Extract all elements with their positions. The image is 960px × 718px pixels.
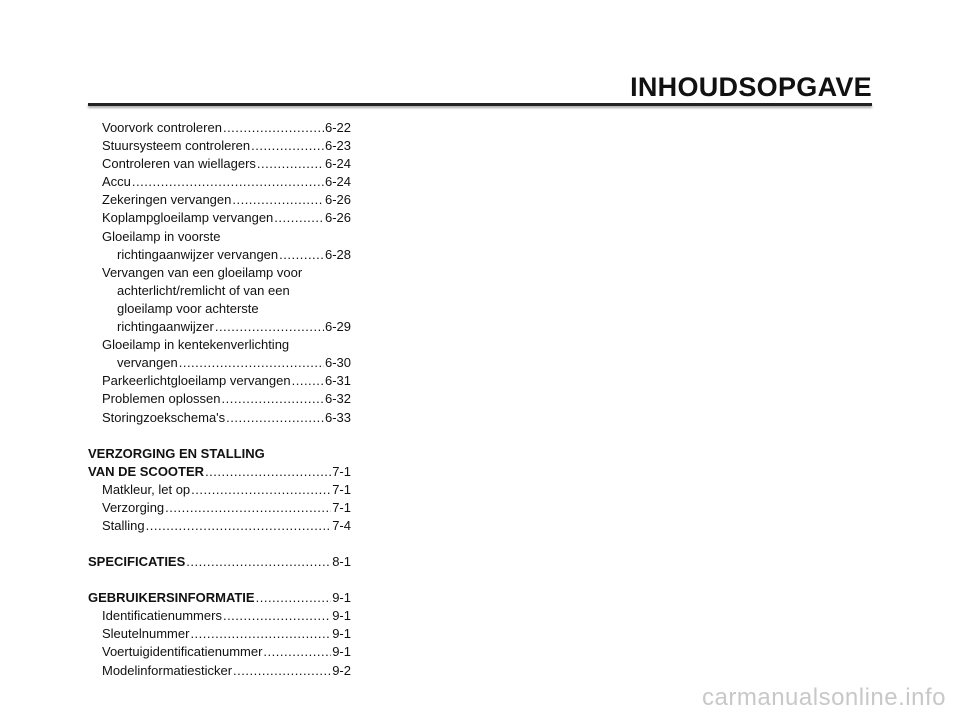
toc-entry[interactable]: Parkeerlichtgloeilamp vervangen ..... 6-31 [88, 372, 351, 390]
toc-entry[interactable]: Vervangen van een gloeilamp voor [102, 264, 303, 280]
toc-entry[interactable]: Accu ..... 6-24 [88, 173, 351, 191]
toc-chapter-entry[interactable]: SPECIFICATIES ..... 8-1 [88, 553, 351, 571]
toc-entry-continuation: gloeilamp voor achterste [117, 300, 259, 316]
toc-entry[interactable]: Zekeringen vervangen ..... 6-26 [88, 191, 351, 209]
page-number: 6-26 [324, 192, 351, 208]
watermark: carmanualsonline.info [702, 684, 946, 711]
toc-entry[interactable]: Sleutelnummer ..... 9-1 [88, 625, 351, 643]
toc-entry[interactable]: Modelinformatiesticker ..... 9-2 [88, 662, 351, 680]
toc-entry[interactable]: Matkleur, let op ..... 7-1 [88, 481, 351, 499]
toc-entry[interactable]: Verzorging ..... 7-1 [88, 499, 351, 517]
header-rule [88, 103, 872, 106]
toc-chapter-entry[interactable]: VAN DE SCOOTER ..... 7-1 [88, 463, 351, 481]
page-number: 6-24 [324, 174, 351, 190]
toc-entry[interactable]: Koplampgloeilamp vervangen ..... 6-26 [88, 209, 351, 227]
toc-entry[interactable]: Storingzoekschema's ..... 6-33 [88, 409, 351, 427]
page-number: 6-23 [324, 138, 351, 154]
page-number: 9-1 [332, 608, 351, 624]
page-number: 9-1 [332, 590, 351, 606]
toc-entry[interactable]: Gloeilamp in kentekenverlichting [102, 337, 290, 353]
page-number: 9-1 [332, 626, 351, 642]
toc-entry[interactable]: Voorvork controleren ..... 6-22 [88, 119, 351, 137]
page-number: 6-28 [324, 246, 351, 262]
toc-entry[interactable]: Problemen oplossen ..... 6-32 [88, 390, 351, 408]
page-number: 6-33 [324, 409, 351, 425]
page-number: 7-1 [332, 481, 351, 497]
toc-entry-continuation[interactable]: richtingaanwijzer vervangen ..... 6-28 [88, 246, 351, 264]
page-number: 6-29 [324, 319, 351, 335]
table-of-contents [88, 119, 351, 680]
toc-entry[interactable]: Identificatienummers ..... 9-1 [88, 607, 351, 625]
page-number: 6-31 [324, 373, 351, 389]
page-number: 6-32 [324, 391, 351, 407]
page-number: 9-1 [332, 644, 351, 660]
page-number: 6-24 [324, 156, 351, 172]
page-number: 7-4 [332, 517, 351, 533]
toc-chapter-entry[interactable]: GEBRUIKERSINFORMATIE ..... 9-1 [88, 589, 351, 607]
page-title: INHOUDSOPGAVE [630, 72, 872, 102]
toc-entry[interactable]: Voertuigidentificatienummer ..... 9-1 [88, 643, 351, 661]
page-number: 7-1 [332, 463, 351, 479]
page-number: 6-30 [324, 355, 351, 371]
toc-entry[interactable]: Gloeilamp in voorste [102, 228, 221, 244]
toc-entry-continuation[interactable]: vervangen ..... 6-30 [88, 354, 351, 372]
page-number: 9-2 [332, 662, 351, 678]
page-number: 8-1 [332, 554, 351, 570]
toc-entry[interactable]: Stalling ..... 7-4 [88, 517, 351, 535]
page-number: 7-1 [332, 499, 351, 515]
page-number: 6-22 [324, 120, 351, 135]
toc-entry[interactable]: Stuursysteem controleren ..... 6-23 [88, 137, 351, 155]
toc-entry-continuation[interactable]: richtingaanwijzer ..... 6-29 [88, 318, 351, 336]
toc-entry-continuation: achterlicht/remlicht of van een [117, 282, 290, 298]
toc-entry[interactable]: Controleren van wiellagers ..... 6-24 [88, 155, 351, 173]
toc-chapter-heading: VERZORGING EN STALLING [88, 445, 265, 461]
page-number: 6-26 [324, 210, 351, 226]
